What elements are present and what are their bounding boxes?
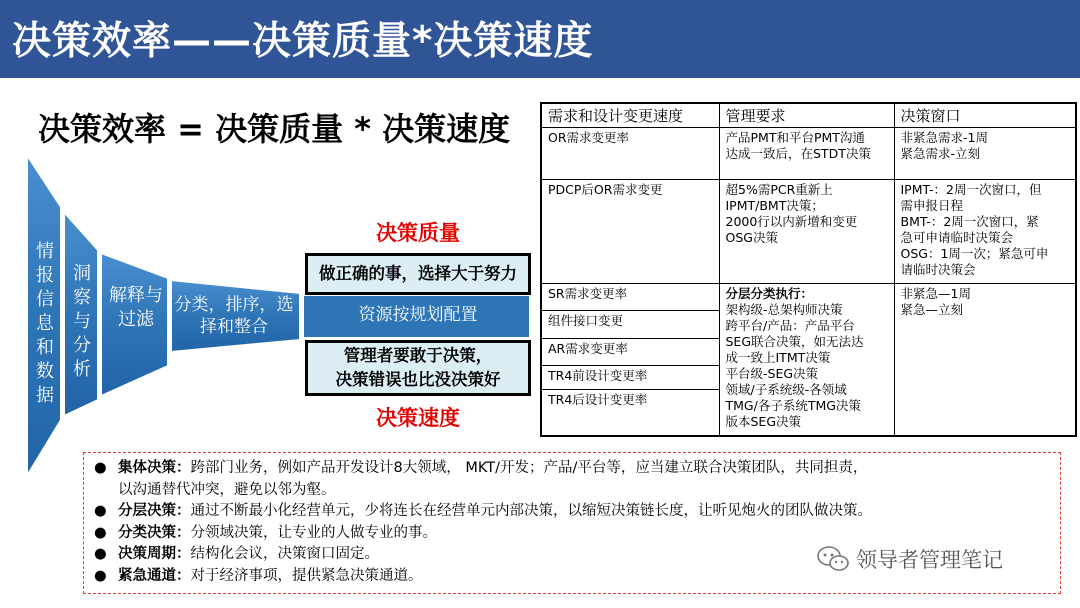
table-header: 决策窗口: [894, 103, 1076, 128]
table-cell: [719, 284, 894, 436]
note-text: 结构化会议，决策窗口固定。: [190, 546, 379, 562]
note-text: 对于经济事项，提供紧急决策通道。: [190, 567, 423, 584]
note-term: 分类决策：: [118, 524, 191, 541]
note-term: 分层决策：: [118, 503, 191, 519]
cell-line: 版本SEG决策: [725, 414, 802, 429]
decision-speed-line-1: 管理者要敢于决策，: [343, 346, 493, 365]
table-cell: OR需求变更率: [541, 128, 719, 180]
cell-line: IPMT/BMT决策；: [725, 198, 824, 213]
note-term: 紧急通道：: [118, 567, 191, 584]
cell-line: IPMT-：2周一次窗口，但: [900, 182, 1042, 197]
cell-line: BMT-：2周一次窗口，紧: [900, 214, 1039, 229]
chat-bubble-icon: [816, 545, 850, 573]
cell-line: 超5%需PCR重新上: [725, 182, 833, 197]
table-cell: [894, 284, 1076, 436]
note-text: 以沟通替代冲突，避免以邻为壑。: [118, 481, 336, 498]
funnel-stage-3: 解释与过滤: [109, 285, 163, 330]
table-cell: [894, 128, 1076, 180]
note-text: 跨部门业务，例如产品开发设计8大领域， MKT/开发；产品/平台等，应当建立联合决策团队，共同担责，: [190, 460, 868, 476]
cell-line: 达成一致后，在STDT决策: [725, 146, 871, 161]
decision-speed-box: [305, 340, 531, 396]
funnel-stage-5: 资源按规划配置: [358, 305, 478, 325]
table-cell: 组件接口变更: [541, 311, 719, 339]
cell-line: 架构级-总架构师决策: [725, 302, 843, 317]
cell-line: OSG决策: [725, 230, 778, 245]
decision-quality-label: 决策质量: [376, 221, 460, 245]
funnel-stage-2: 洞察与分析: [73, 263, 91, 380]
funnel-stage-1: 情报信息和数据: [36, 241, 54, 406]
bullet-icon: ●: [94, 524, 107, 541]
cell-line: TMG/各子系统TMG决策: [725, 398, 861, 413]
change-speed-table: [540, 102, 1077, 437]
table-cell: [894, 180, 1076, 284]
cell-line: 紧急需求-立刻: [900, 146, 981, 161]
table-row: [541, 180, 1076, 284]
bullet-icon: ●: [94, 460, 107, 476]
cell-line: 紧急—立刻: [900, 302, 964, 317]
table-cell: SR需求变更率: [541, 284, 719, 311]
cell-line: 非紧急—1周: [900, 286, 971, 301]
note-text: 分领域决策，让专业的人做专业的事。: [190, 524, 437, 541]
decision-quality-box: 做正确的事，选择大于努力: [305, 253, 531, 295]
table-header: 管理要求: [719, 103, 894, 128]
table-header: 需求和设计变更速度: [541, 103, 719, 128]
cell-line: 需申报日程: [900, 198, 964, 213]
bullet-icon: ●: [94, 503, 107, 519]
decision-speed-line-2: 决策错误也比没决策好: [335, 370, 501, 389]
decision-speed-label: 决策速度: [376, 406, 460, 430]
note-term: 集体决策：: [118, 460, 191, 476]
funnel-stage-4: 分类，排序，选择和整合: [174, 295, 294, 337]
table-cell: [719, 128, 894, 180]
cell-line: 请临时决策会: [900, 262, 976, 277]
equation-heading: 决策效率 = 决策质量 * 决策速度: [38, 110, 511, 148]
bullet-icon: ●: [94, 567, 107, 584]
note-term: 决策周期：: [118, 546, 191, 562]
note-text: 通过不断最小化经营单元，少将连长在经营单元内部决策，以缩短决策链长度，让听见炮火的团队做决策。: [190, 503, 872, 519]
cell-title: 分层分类执行：: [725, 286, 814, 301]
cell-line: 领域/子系统级-各领域: [725, 382, 847, 397]
cell-line: 产品PMT和平台PMT沟通: [725, 130, 865, 145]
table-cell: TR4前设计变更率: [541, 366, 719, 390]
table-header-row: [541, 103, 1076, 128]
cell-line: 跨平台/产品：产品平台: [725, 318, 855, 333]
table-row: [541, 128, 1076, 180]
cell-line: SEG联合决策，如无法达: [725, 334, 864, 349]
bullet-icon: ●: [94, 546, 107, 562]
table-cell: [719, 180, 894, 284]
note-item: [94, 501, 1060, 523]
cell-line: OSG：1周一次；紧急可申: [900, 246, 1049, 261]
cell-line: 平台级-SEG决策: [725, 366, 819, 381]
cell-line: 2000行以内新增和变更: [725, 214, 858, 229]
table-cell: TR4后设计变更率: [541, 390, 719, 436]
cell-line: 非紧急需求-1周: [900, 130, 988, 145]
watermark: [816, 544, 1003, 574]
cell-line: 成一致上ITMT决策: [725, 350, 831, 365]
note-item: [94, 458, 1060, 501]
table-cell: AR需求变更率: [541, 339, 719, 366]
watermark-text: 领导者管理笔记: [856, 548, 1003, 572]
table-cell: PDCP后OR需求变更: [541, 180, 719, 284]
note-item: [94, 523, 1060, 545]
page-title: 决策效率——决策质量*决策速度: [12, 19, 594, 64]
cell-line: 急可申请临时决策会: [900, 230, 1014, 245]
table-row: [541, 284, 1076, 311]
